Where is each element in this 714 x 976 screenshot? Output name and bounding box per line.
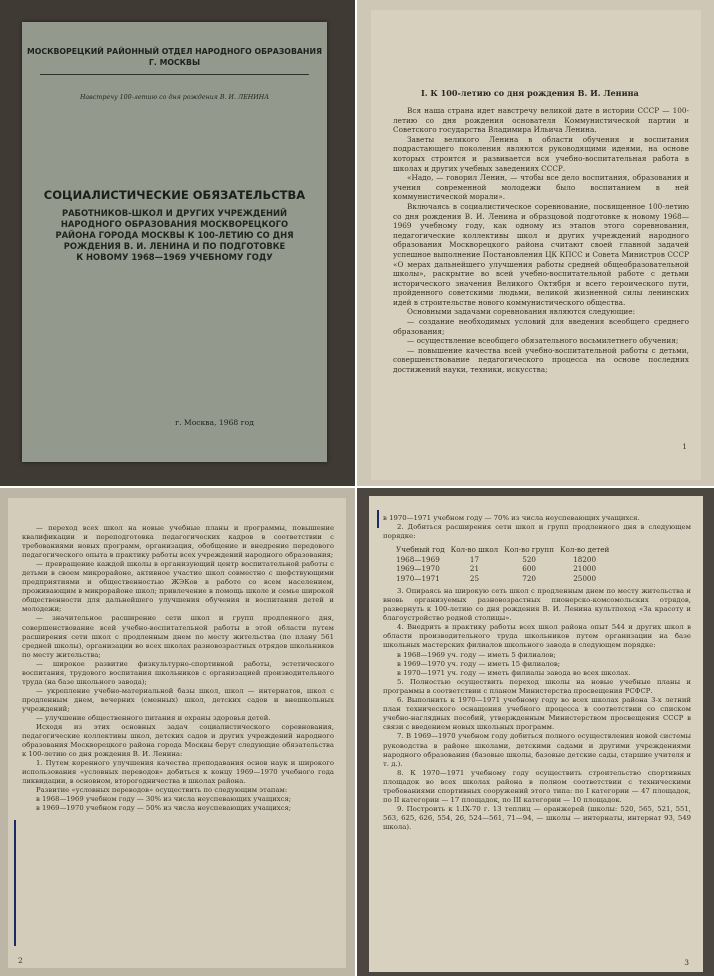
table-cell: 1970—1971 (396, 573, 440, 583)
paragraph: «Надо, — говорил Ленин, — чтобы все дело воспитания, образования и учения современной молодежи было воспитанием в ней коммунистической морали». (393, 173, 689, 202)
table-cell: 21000 (573, 564, 597, 574)
paragraph: Включаясь в социалистическое соревнование, посвященное 100-летию со дня рождения В. И. Ленина и образцовой подготовке к новому 1968—1969 учебному году, как одному из этапов этого соревнования, педагогические коллективы школ и других учреждений народного образования Москворецкого района считают своей главной задачей успешное выполнение Постановления ЦК КПСС и Совета Министров СССР «О мерах дальнейшего улучшения работы средней общеобразовательной школы», раскрытие во всей учебно-воспитательной работе с детьми исторического значения Великого Октября и всего героического пути, пройденного советскими людьми, великой жизненной силы ленинских идей в строительстве нового коммунистического общества. (393, 201, 689, 307)
page-1 (371, 10, 701, 480)
table-header: Кол-во детей (560, 545, 610, 555)
table-cell: 1969—1970 (396, 564, 440, 574)
photo-cover (0, 0, 355, 486)
table-row (393, 564, 612, 573)
paragraph: Заветы великого Ленина в области обучения и воспитания подрастающего поколения являются руководящими идеями, на основе которых строится и развивается вся учебно-воспитательная работа в школах и других учебных заведениях СССР. (393, 134, 689, 173)
paragraph: — широкое развитие физкультурно-спортивной работы, эстетического воспитания, трудового воспитания школьников с организацией производительного труда (на базе школьного завода); (22, 659, 334, 686)
table-cell: 21 (469, 564, 480, 574)
cover-header-line1: МОСКВОРЕЦКИЙ РАЙОННЫЙ ОТДЕЛ НАРОДНОГО ОБРАЗОВАНИЯ (27, 47, 322, 56)
paragraph: — создание необходимых условий для введения всеобщего среднего образования; (393, 317, 689, 336)
table-cell: 25 (469, 573, 480, 583)
paragraph: 8. К 1970—1971 учебному году осуществить строительство спортивных площадок во всех школах района в полном соответствии с техническими требованиями спортивных сооружений этого типа: по I категории — 47 площадок, по II категории — 17 площадок, по III категории — 10 площадок. (383, 768, 691, 805)
expansion-table (393, 545, 612, 583)
table-cell: 600 (522, 564, 536, 574)
paragraph: в 1968—1969 учебном году — 30% из числа неуспевающих учащихся; (36, 795, 292, 804)
paragraph: — превращение каждой школы в организующий центр воспитательной работы с детьми в своем микрорайоне, активное участие школ совместно с шефствующими предприятиями и общественностью ЖЭКов в работе со всем населением, проживающим в микрорайоне школ; привлечение в помощь школе и семье широкой общественности для дальнейшего улучшения обучения и воспитания детей и молодежи; (22, 560, 334, 614)
cover-title: СОЦИАЛИСТИЧЕСКИЕ ОБЯЗАТЕЛЬСТВА (43, 188, 306, 202)
table-cell: 720 (522, 573, 536, 583)
page-3-body (383, 514, 691, 832)
photo-page-3 (357, 488, 714, 976)
paragraph: Вся наша страна идет навстречу великой дате в истории СССР — 100-летию со дня рождения основателя Коммунистической партии и Советского государства Владимира Ильича Ленина. (393, 106, 689, 135)
paragraph: в 1970—1971 учебном году — 70% из числа неуспевающих учащихся. (383, 514, 640, 522)
paragraph: Развитие «условных переводов» осуществить по следующим этапам: (36, 786, 288, 795)
page-number: 3 (684, 958, 689, 967)
paragraph: в 1969—1970 уч. году — иметь 15 филиалов; (397, 659, 561, 668)
paragraph: 3. Опираясь на широкую сеть школ с продленным днем по месту жительства и вновь организуемых разновозрастных пионерско-комсомольских отрядов, развернуть к 100-летию со дня рождения В. И. Ленина культпоход «За красоту и благоустройство родной столицы». (383, 586, 691, 623)
table-header: Учебный год (396, 545, 445, 555)
paragraph: 2. Добиться расширения сети школ и групп продленного дня в следующем порядке: (383, 523, 691, 541)
photo-page-2 (0, 488, 355, 976)
cover-header-line2: Г. МОСКВЫ (148, 58, 201, 67)
photo-page-1 (357, 0, 714, 486)
table-cell: 18200 (573, 554, 597, 564)
paragraph: — улучшение общественного питания и охраны здоровья детей. (36, 713, 271, 722)
paragraph: — значительное расширение сети школ и групп продленного дня, совершенствование всей учебно-воспитательной работы в этой области путем расширения сети школ с продленным днем по месту жительства (по плану 561 средней школы), организации во всех школах разновозрастных отрядов школьников по месту жительства; (22, 614, 334, 659)
page-2-body (22, 524, 334, 814)
paragraph: 1. Путем коренного улучшения качества преподавания основ наук и широкого использования «условных переводов» добиться к концу 1969—1970 учебного года ликвидации, в основном, второгодничества в школах района. (22, 759, 334, 786)
paragraph: Основными задачами соревнования являются следующие: (407, 307, 636, 317)
paragraph: — повышение качества всей учебно-воспитательной работы с детьми, совершенствование педагогического процесса на основе последних достижений науки, техники, искусства; (393, 345, 689, 375)
table-cell: 17 (469, 554, 480, 564)
paragraph: 9. Построить к 1.IX-70 г. 13 теплиц — оранжерей (школы: 520, 565, 521, 551, 563, 625, 626, 554, 26, 524—561, 71—94, — школы — интернаты, интернат 93, 549 школа). (383, 805, 691, 832)
paragraph: в 1970—1971 уч. году — иметь филиалы завода во всех школах. (397, 668, 631, 677)
paragraph: — переход всех школ на новые учебные планы и программы, повышение квалификации и переподготовка педагогических кадров в соответствии с требованиями новых программ, организация, обобщение и внедрение передового педагогического опыта в практику работы всех учреждений народного образования; (22, 524, 334, 560)
cover-divider (40, 74, 309, 75)
cover-subtitle-line: К НОВОМУ 1968—1969 УЧЕБНОМУ ГОДУ (76, 252, 273, 262)
table-header: Кол-во школ (450, 545, 499, 555)
page-number: 1 (682, 442, 687, 451)
cover-subtitle-line: РОЖДЕНИЯ В. И. ЛЕНИНА И ПО ПОДГОТОВКЕ (63, 241, 286, 251)
table-cell: 1968—1969 (396, 554, 440, 564)
table-cell: 520 (522, 554, 536, 564)
pen-mark (377, 510, 379, 528)
paragraph: 5. Полностью осуществить переход школы на новые учебные планы и программы в соответствии с планом Министерства просвещения РСФСР. (383, 677, 691, 695)
page-1-body (393, 106, 689, 375)
paragraph: 4. Внедрить в практику работы всех школ района опыт 544 и других школ в области производительного труда школьников путем организации на базе школьных мастерских филиалов школьного завода в следующем порядке: (383, 623, 691, 650)
cover-dedication: Навстречу 100-летию со дня рождения В. И. ЛЕНИНА (79, 94, 270, 101)
table-row (393, 574, 612, 583)
table-cell: 25000 (573, 573, 597, 583)
booklet-cover (22, 22, 327, 462)
table-row (393, 555, 612, 564)
table-header-row (393, 545, 612, 554)
paragraph: 7. В 1969—1970 учебном году добиться полного осуществления новой системы руководства в районе школами, детскими садами и другими учреждениями народного образования (базовые школы, базовые детские сады, старшие учителя и т. д.). (383, 732, 691, 768)
paragraph: — осуществление всеобщего обязательного восьмилетнего обучения; (407, 336, 679, 346)
paragraph: — укрепление учебно-материальной базы школ, школ — интернатов, школ с продленным днем, вечерних (сменных) школ, детских садов и внешкольных учреждений; (22, 686, 334, 713)
paragraph: в 1969—1970 учебном году — 50% из числа неуспевающих учащихся; (36, 804, 292, 813)
pen-mark (14, 820, 16, 946)
cover-subtitle (42, 208, 307, 263)
cover-subtitle-line: РАЙОНА ГОРОДА МОСКВЫ К 100-ЛЕТИЮ СО ДНЯ (55, 230, 294, 240)
table-header: Кол-во групп (504, 545, 554, 555)
cover-subtitle-line: НАРОДНОГО ОБРАЗОВАНИЯ МОСКВОРЕЦКОГО (60, 219, 289, 229)
page-2 (8, 498, 346, 968)
paragraph: в 1968—1969 уч. году — иметь 5 филиалов; (397, 650, 556, 659)
paragraph: Исходя из этих основных задач социалистического соревнования, педагогические коллективы школ, детских садов и других учреждений народного образования Москворецкого района города Москвы берут следующие обязательства к 100-летию со дня рождения В. И. Ленина: (22, 723, 334, 759)
cover-subtitle-line: РАБОТНИКОВ-ШКОЛ И ДРУГИХ УЧРЕЖДЕНИЙ (61, 208, 288, 218)
page-number: 2 (18, 956, 23, 965)
cover-footer: г. Москва, 1968 год (175, 418, 254, 427)
paragraph: 6. Выполнить к 1970—1971 учебному году во всех школах района 3-х летний план технического оснащения учебного процесса в соответствии со списком учебно-наглядных пособий, утвержденным Министерством просвещения СССР в связи с введением новых школьных программ. (383, 696, 691, 732)
page-1-heading: I. К 100-летию со дня рождения В. И. Ленина (421, 88, 639, 98)
page-3 (369, 496, 703, 972)
